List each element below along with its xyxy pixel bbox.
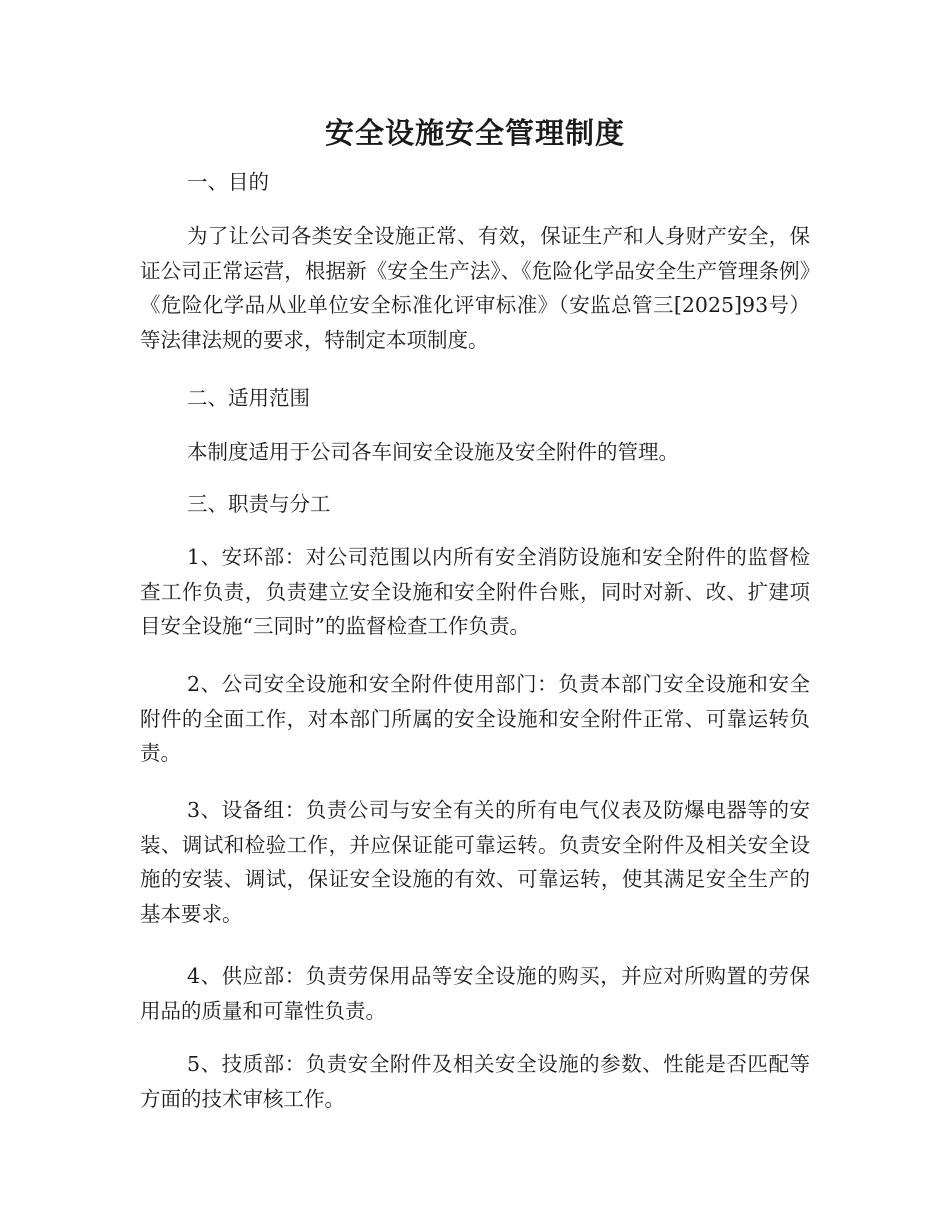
section-heading-duties: 三、职责与分工 bbox=[187, 492, 331, 516]
document-title: 安全设施安全管理制度 bbox=[324, 116, 625, 150]
paragraph-duty-5: 5、技质部：负责安全附件及相关安全设施的参数、性能是否匹配等方面的技术审核工作。 bbox=[140, 1052, 810, 1111]
paragraph-duty-2: 2、公司安全设施和安全附件使用部门：负责本部门安全设施和安全附件的全面工作，对本部门所属的安全设施和安全附件正常、可靠运转负责。 bbox=[140, 672, 810, 765]
paragraph-scope: 本制度适用于公司各车间安全设施及安全附件的管理。 bbox=[187, 440, 679, 464]
paragraph-duty-4: 4、供应部：负责劳保用品等安全设施的购买，并应对所购置的劳保用品的质量和可靠性负责。 bbox=[140, 964, 810, 1023]
paragraph-duty-1: 1、安环部：对公司范围以内所有安全消防设施和安全附件的监督检查工作负责，负责建立安全设施和安全附件台账，同时对新、改、扩建项目安全设施“三同时”的监督检查工作负责。 bbox=[140, 545, 810, 638]
section-heading-purpose: 一、目的 bbox=[187, 170, 269, 194]
paragraph-duty-3: 3、设备组：负责公司与安全有关的所有电气仪表及防爆电器等的安装、调试和检验工作，并应保证能可靠运转。负责安全附件及相关安全设施的安装、调试，保证安全设施的有效、可靠运转，使其满足安全生产的基本要求。 bbox=[140, 798, 810, 926]
paragraph-purpose: 为了让公司各类安全设施正常、有效，保证生产和人身财产安全，保证公司正常运营，根据新《安全生产法》、《危险化学品安全生产管理条例》《危险化学品从业单位安全标准化评审标准》（安监总管三[2025]93号）等法律法规的要求，特制定本项制度。 bbox=[140, 224, 810, 352]
section-heading-scope: 二、适用范围 bbox=[187, 386, 310, 410]
